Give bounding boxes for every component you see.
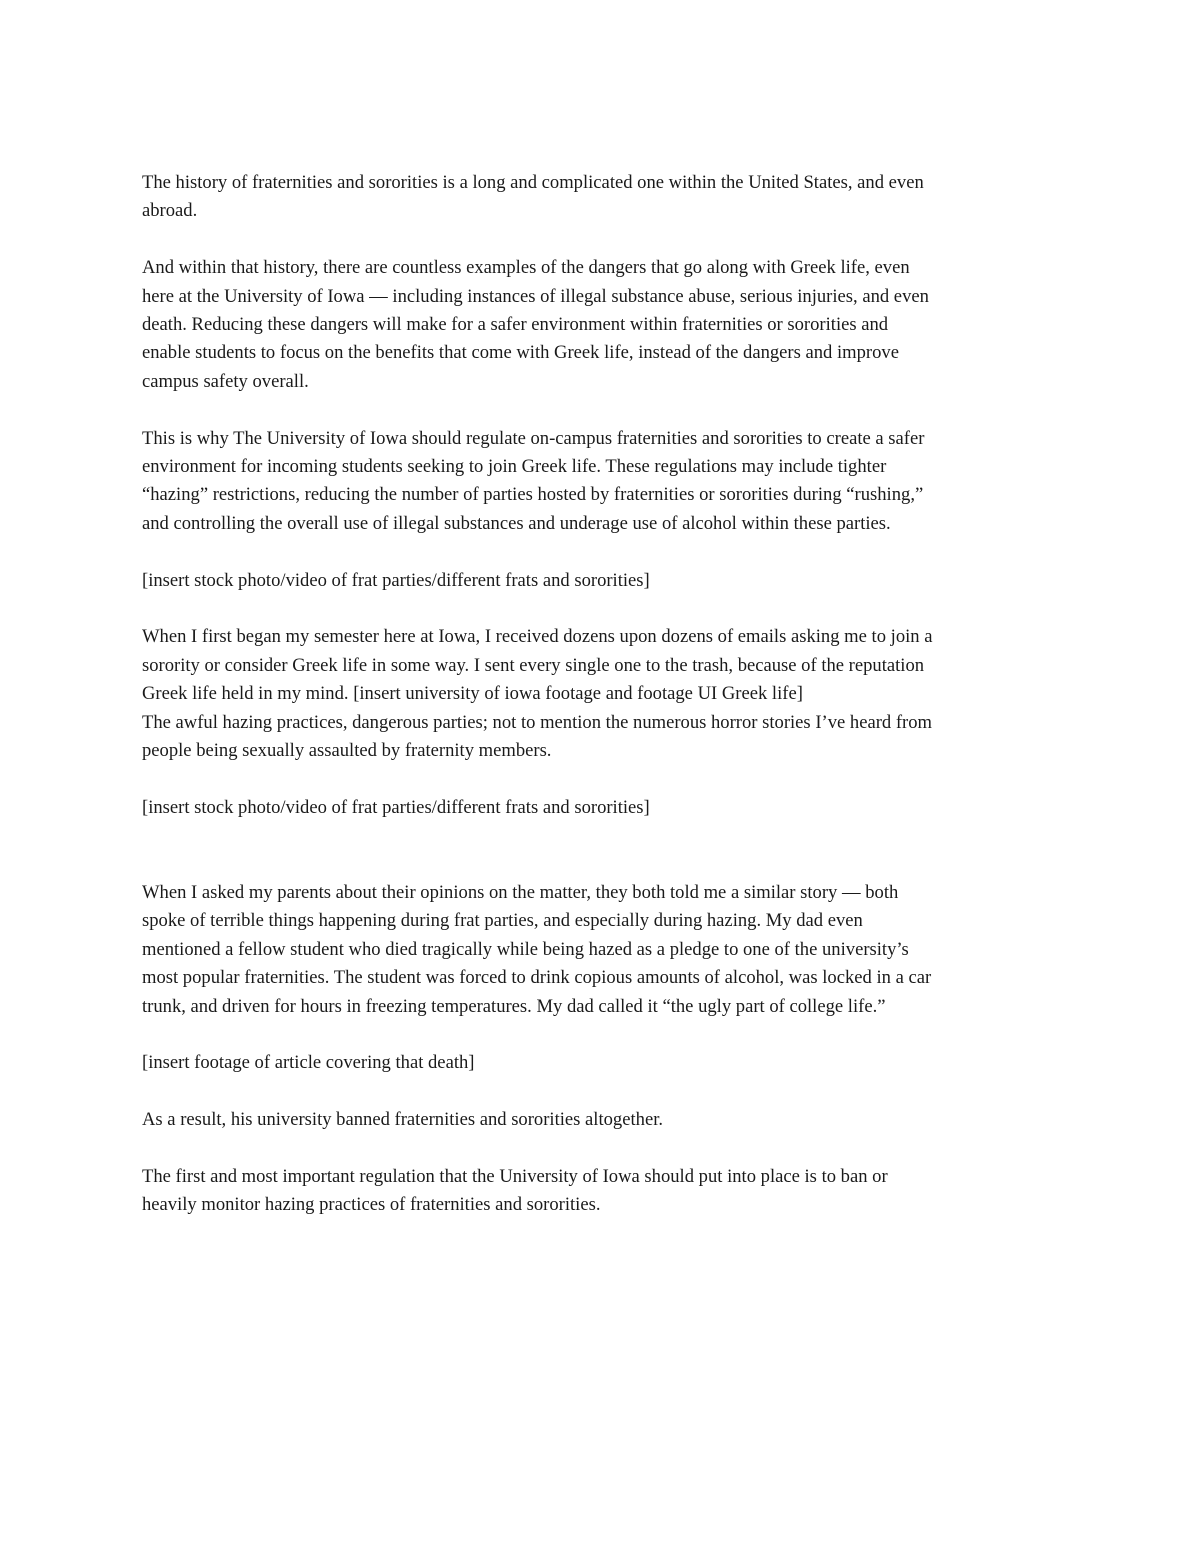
- text-line: heavily monitor hazing practices of fraternities and sororities.: [142, 1194, 601, 1216]
- media-placeholder-note: [142, 1049, 1062, 1077]
- text-line: Greek life held in my mind. [insert university of iowa footage and footage UI Greek life]: [142, 683, 803, 705]
- paragraph-result: [142, 1106, 1062, 1134]
- media-placeholder-note: [142, 794, 1062, 822]
- text-line: mentioned a fellow student who died tragically while being hazed as a pledge to one of the university’s: [142, 938, 909, 960]
- text-line: The first and most important regulation that the University of Iowa should put into place is to ban or: [142, 1166, 888, 1188]
- paragraph-parents-story: [142, 879, 1062, 1021]
- text-line: people being sexually assaulted by fraternity members.: [142, 740, 552, 762]
- text-line: This is why The University of Iowa should regulate on-campus fraternities and sororities to create a safer: [142, 427, 925, 449]
- text-line: and controlling the overall use of illegal substances and underage use of alcohol within these parties.: [142, 512, 891, 534]
- media-placeholder-note: [142, 567, 1062, 595]
- text-line: abroad.: [142, 200, 198, 222]
- paragraph-thesis: [142, 425, 1062, 539]
- text-line: here at the University of Iowa — including instances of illegal substance abuse, serious injuries, and even: [142, 285, 929, 307]
- text-line: most popular fraternities. The student was forced to drink copious amounts of alcohol, was locked in a car: [142, 967, 932, 989]
- document-body: [142, 169, 1062, 1248]
- text-line: [insert stock photo/video of frat parties/different frats and sororities]: [142, 796, 650, 818]
- text-line: “hazing” restrictions, reducing the number of parties hosted by fraternities or sororities during “rushing,”: [142, 484, 924, 506]
- text-line: And within that history, there are countless examples of the dangers that go along with Greek life, even: [142, 257, 910, 279]
- paragraph-history-dangers: [142, 254, 1062, 396]
- text-line: sorority or consider Greek life in some way. I sent every single one to the trash, because of the reputation: [142, 654, 925, 676]
- text-line: death. Reducing these dangers will make for a safer environment within fraternities or sororities and: [142, 314, 889, 336]
- text-line: campus safety overall.: [142, 370, 309, 392]
- paragraph-personal-experience: [142, 623, 1062, 765]
- paragraph-first-regulation: [142, 1163, 1062, 1220]
- text-line: The awful hazing practices, dangerous parties; not to mention the numerous horror stories I’ve heard from: [142, 711, 932, 733]
- text-line: enable students to focus on the benefits that come with Greek life, instead of the dangers and improve: [142, 342, 899, 364]
- text-line: The history of fraternities and sororities is a long and complicated one within the United States, and even: [142, 172, 924, 193]
- text-line: [insert stock photo/video of frat parties/different frats and sororities]: [142, 569, 650, 591]
- text-line: As a result, his university banned fraternities and sororities altogether.: [142, 1109, 664, 1131]
- text-line: environment for incoming students seeking to join Greek life. These regulations may include tighter: [142, 456, 887, 478]
- text-line: When I first began my semester here at Iowa, I received dozens upon dozens of emails asking me to join a: [142, 626, 933, 648]
- text-line: [insert footage of article covering that death]: [142, 1052, 475, 1074]
- text-line: spoke of terrible things happening during frat parties, and especially during hazing. My dad even: [142, 910, 863, 932]
- text-line: trunk, and driven for hours in freezing temperatures. My dad called it “the ugly part of college life.”: [142, 995, 886, 1017]
- text-line: When I asked my parents about their opinions on the matter, they both told me a similar story — both: [142, 882, 899, 904]
- paragraph-intro: [142, 169, 1062, 226]
